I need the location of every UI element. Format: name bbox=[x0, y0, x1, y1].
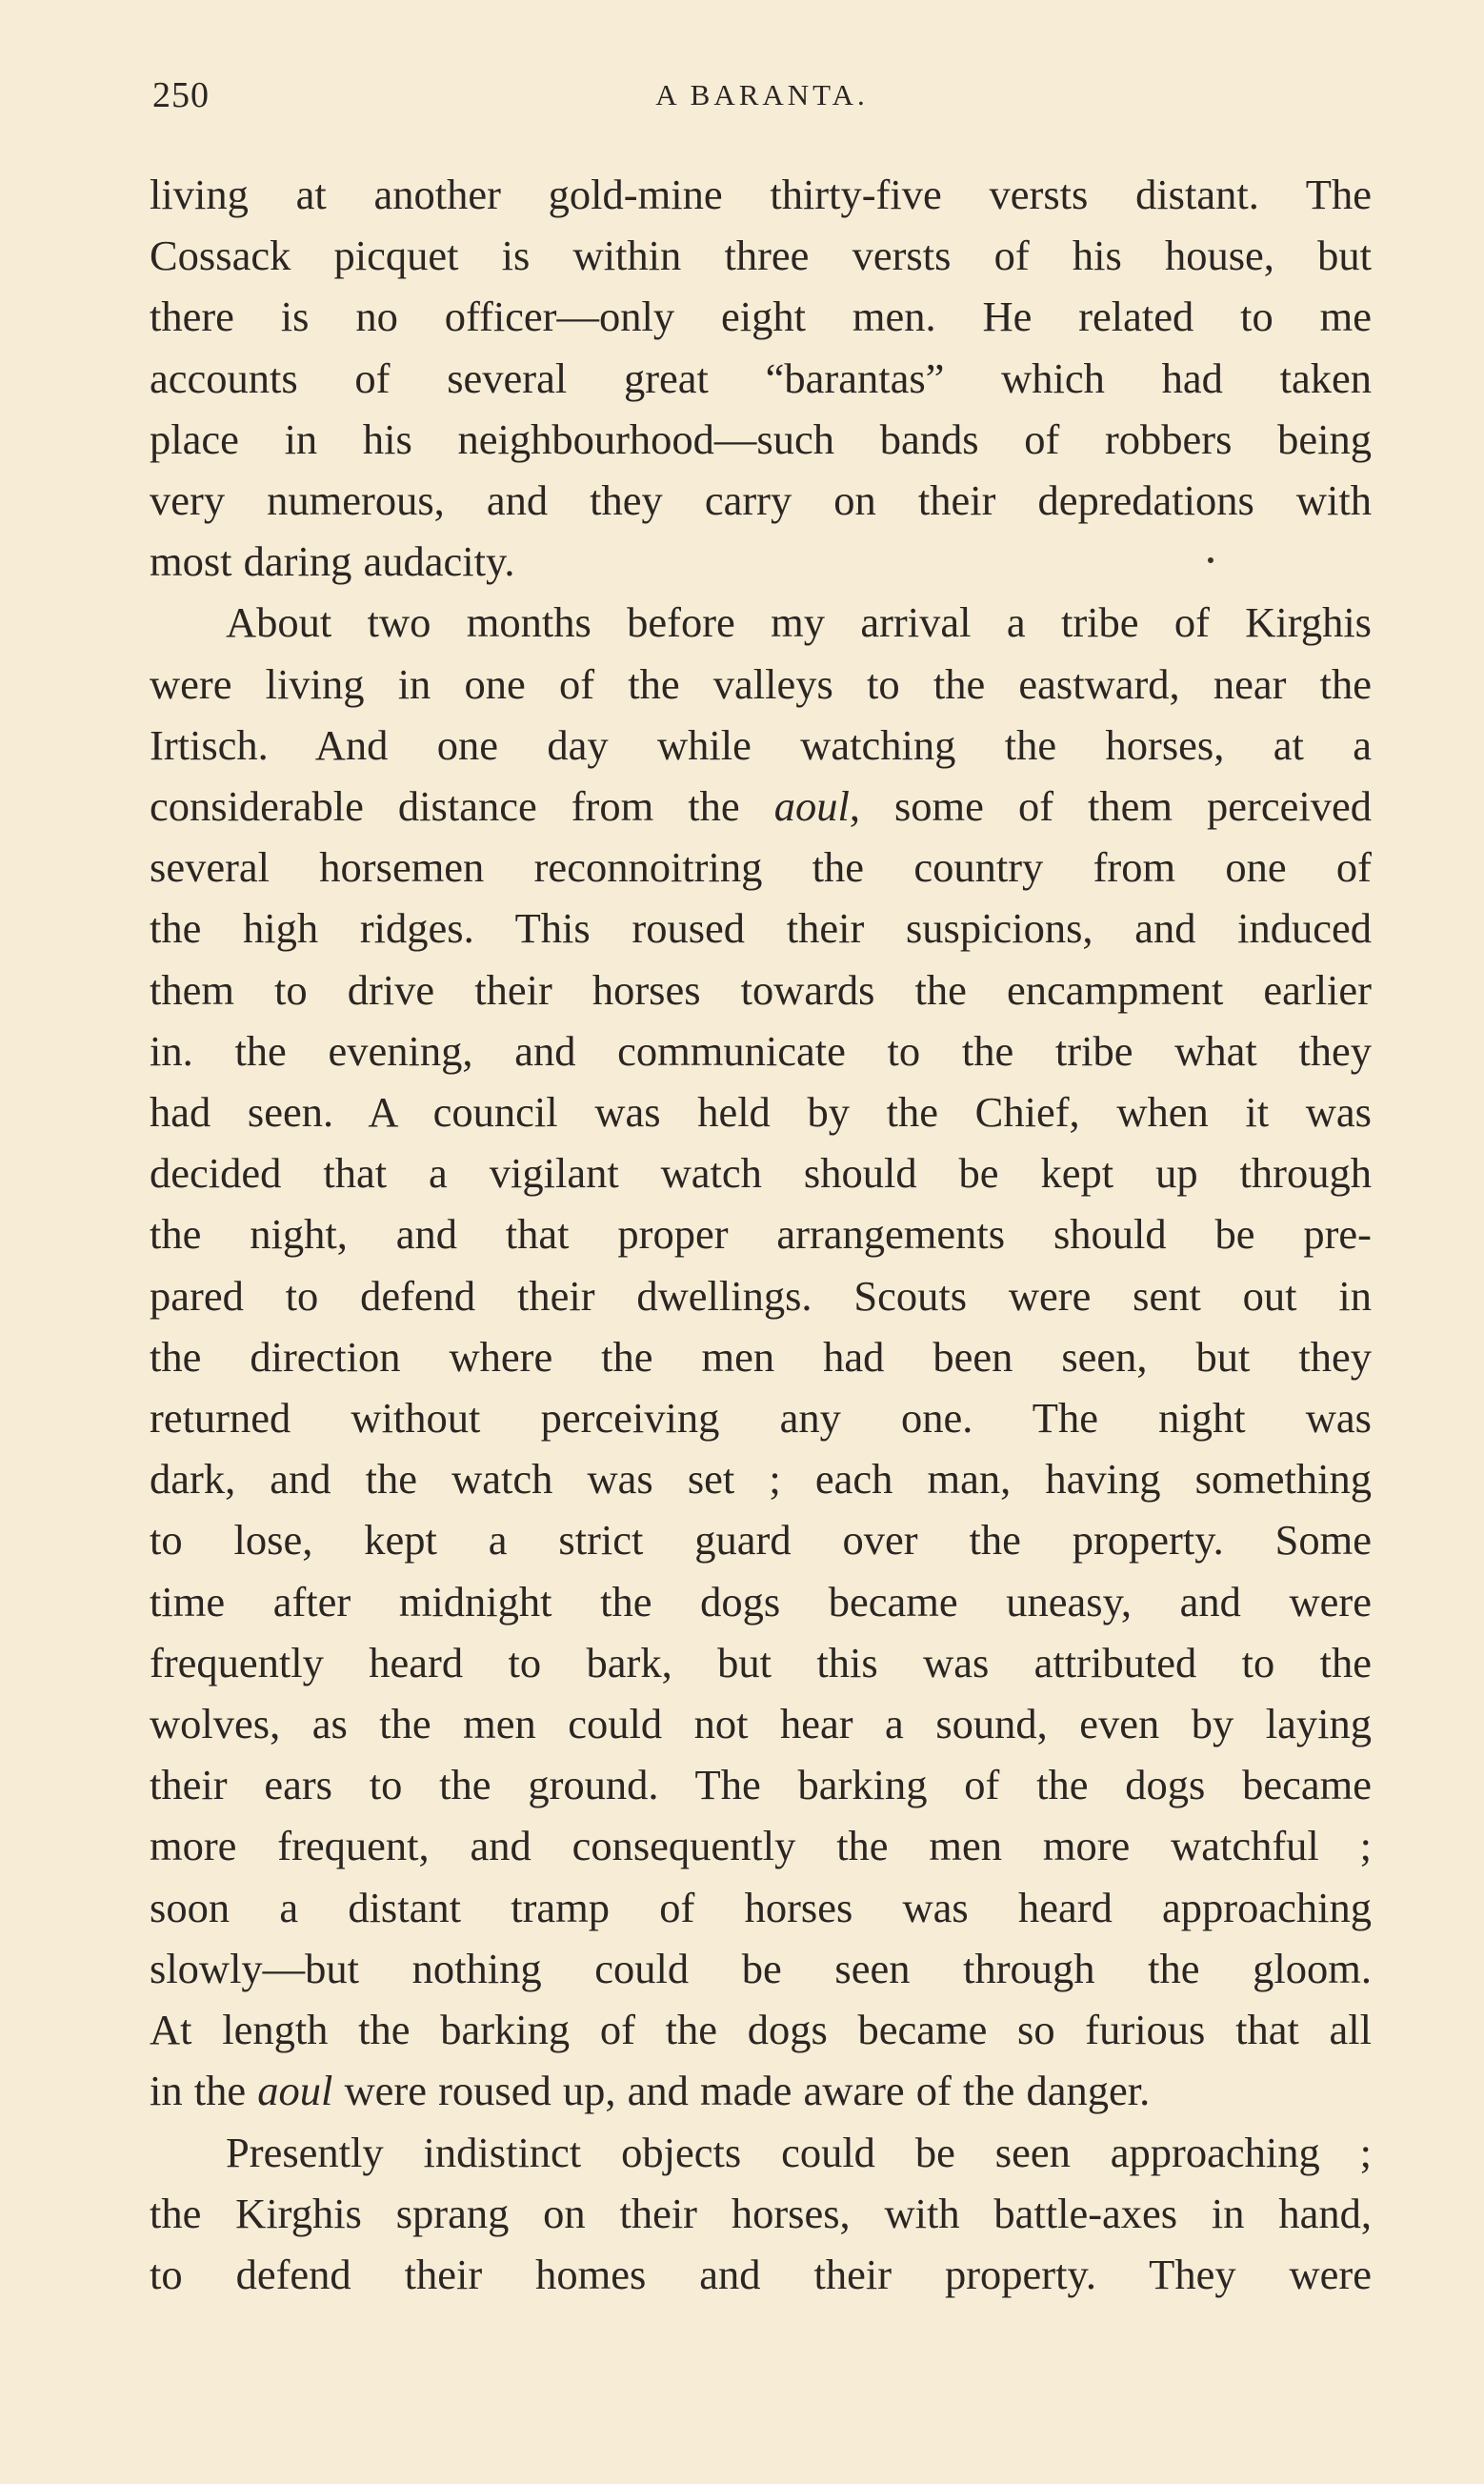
running-head: A BARANTA. bbox=[655, 78, 869, 111]
text-line: pared to defend their dwellings. Scouts were sent out in bbox=[150, 1271, 1372, 1320]
text-line: Irtisch. And one day while watching the horses, at a bbox=[150, 720, 1372, 769]
text-line: the high ridges. This roused their suspicions, and induced bbox=[150, 904, 1372, 953]
text-line: accounts of several great “barantas” which had taken bbox=[150, 353, 1372, 402]
text-line: the direction where the men had been seen, but they bbox=[150, 1332, 1372, 1381]
text-line: About two months before my arrival a tribe of Kirghis bbox=[226, 598, 1372, 647]
text-line: were living in one of the valleys to the eastward, near the bbox=[150, 659, 1372, 708]
text-line bbox=[150, 2060, 1372, 2121]
text-fragment: , some of them perceived bbox=[849, 782, 1372, 831]
text-line: living at another gold-mine thirty-five versts distant. The bbox=[150, 171, 1372, 218]
text-line: to lose, kept a strict guard over the property. Some bbox=[150, 1516, 1372, 1565]
text-fragment: in the bbox=[150, 2067, 258, 2115]
text-line: wolves, as the men could not hear a sound, even by laying bbox=[150, 1700, 1372, 1748]
text-line: very numerous, and they carry on their depredations with bbox=[150, 476, 1372, 525]
text-fragment: considerable distance from the bbox=[150, 782, 774, 831]
text-line: frequently heard to bark, but this was attributed to the bbox=[150, 1638, 1372, 1686]
text-line: dark, and the watch was set ; each man, having something bbox=[150, 1455, 1372, 1504]
text-line: their ears to the ground. The barking of the dogs became bbox=[150, 1761, 1372, 1809]
text-line: to defend their homes and their property. They were bbox=[150, 2250, 1372, 2298]
text-line: decided that a vigilant watch should be kept up through bbox=[150, 1149, 1372, 1198]
body-text bbox=[150, 164, 1372, 2305]
text-line: returned without perceiving any one. The night was bbox=[150, 1394, 1372, 1443]
text-line: At length the barking of the dogs became so furious that all bbox=[150, 2006, 1372, 2054]
text-line: place in his neighbourhood—such bands of robbers being bbox=[150, 414, 1372, 463]
text-line: them to drive their horses towards the encampment earlier bbox=[150, 965, 1372, 1014]
text-line: the night, and that proper arrangements should be pre- bbox=[150, 1210, 1372, 1259]
text-line: several horsemen reconnoitring the country from one of bbox=[150, 843, 1372, 892]
italic-term-aoul: aoul bbox=[773, 782, 850, 831]
text-line: Presently indistinct objects could be seen approaching ; bbox=[226, 2128, 1372, 2176]
text-line: the Kirghis sprang on their horses, with battle-axes in hand, bbox=[150, 2189, 1372, 2237]
text-line: slowly—but nothing could be seen through the gloom. bbox=[150, 1944, 1372, 1992]
text-line: time after midnight the dogs became uneasy, and were bbox=[150, 1577, 1372, 1626]
text-line bbox=[150, 776, 1372, 837]
text-line: Cossack picquet is within three versts of his house, but bbox=[150, 232, 1372, 280]
page-header bbox=[152, 74, 1372, 131]
text-line: there is no officer—only eight men. He related to me bbox=[150, 293, 1372, 341]
italic-term-aoul: aoul bbox=[257, 2067, 333, 2115]
page-number: 250 bbox=[152, 75, 210, 115]
text-line: soon a distant tramp of horses was heard approaching bbox=[150, 1883, 1372, 1931]
text-line: in. the evening, and communicate to the tribe what they bbox=[150, 1026, 1372, 1075]
text-line: more frequent, and consequently the men more watchful ; bbox=[150, 1822, 1372, 1870]
text-line: most daring audacity. bbox=[150, 537, 515, 586]
text-line: had seen. A council was held by the Chief, when it was bbox=[150, 1088, 1372, 1137]
text-fragment: were roused up, and made aware of the danger. bbox=[332, 2067, 1151, 2115]
